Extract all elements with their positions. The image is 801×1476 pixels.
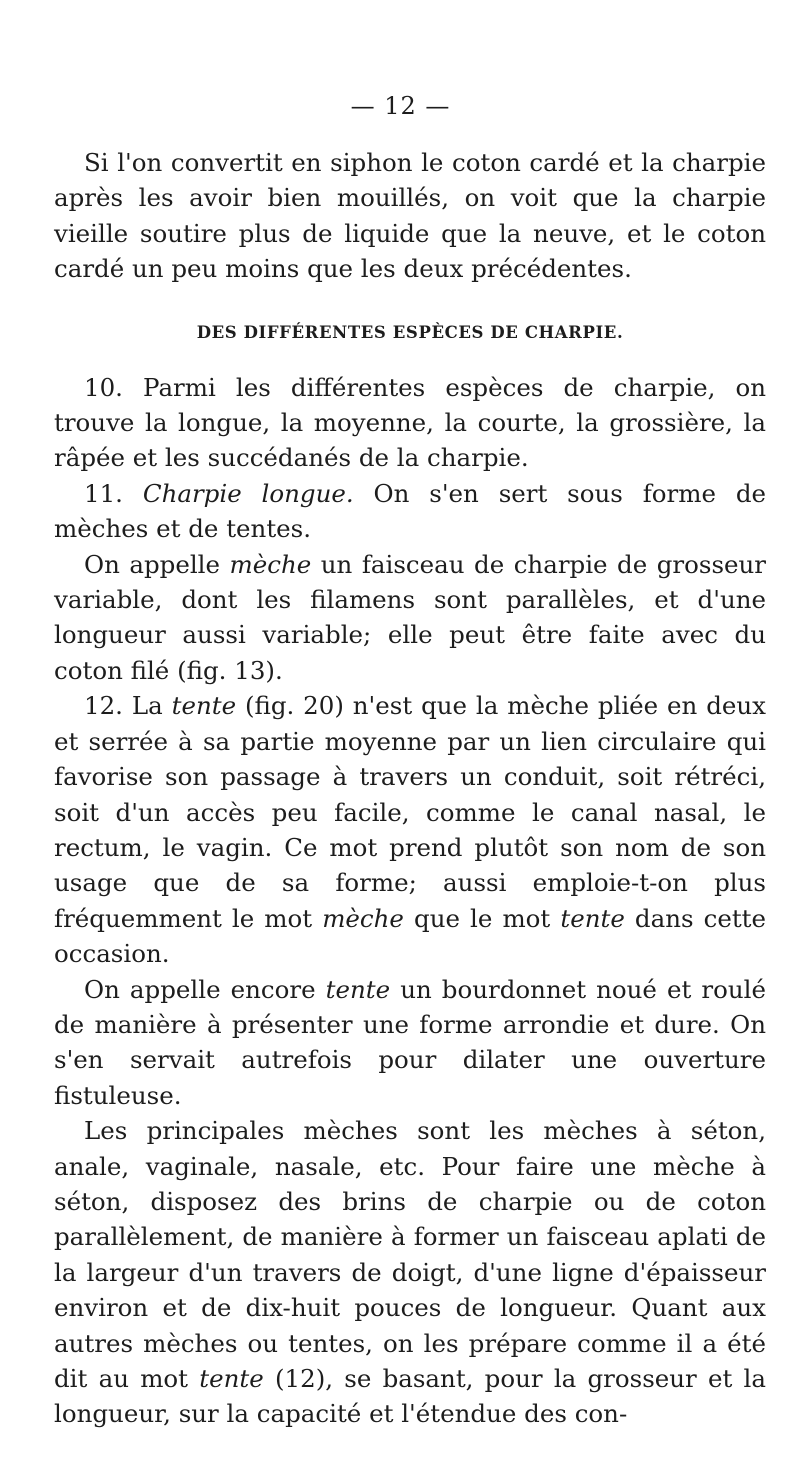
paragraph-11-title: Charpie longue. xyxy=(142,478,354,508)
paragraph-12-middle2: que le mot xyxy=(414,903,551,933)
paragraph-12 xyxy=(54,688,766,971)
body-text xyxy=(54,145,766,1432)
section-heading: DES DIFFÉRENTES ESPÈCES DE CHARPIE. xyxy=(196,322,624,342)
paragraph-meche-before: On appelle xyxy=(84,549,221,579)
paragraph-meche xyxy=(54,547,766,689)
paragraph-bourdonnet-after: un bourdonnet noué et roulé de manière à présenter une forme arrondie et dure. On s'en servait autrefois pour dilater une ouverture fistuleuse. xyxy=(54,974,766,1110)
paragraph-bourdonnet xyxy=(54,972,766,1114)
paragraph-12-before: 12. La xyxy=(84,691,163,721)
paragraph-principales xyxy=(54,1113,766,1432)
page-number: — 12 — xyxy=(350,92,451,120)
paragraph-11-text: On s'en sert sous forme de mèches et de tentes. xyxy=(54,478,767,544)
paragraph-12-term-tente: tente xyxy=(171,691,237,721)
paragraph-10: 10. Parmi les différentes espèces de charpie, on trouve la longue, la moyenne, la courte, la grossière, la râpée et les succédanés de la charpie. xyxy=(54,372,766,473)
paragraph-meche-term: mèche xyxy=(229,549,312,579)
paragraph-principales-term: tente xyxy=(199,1364,264,1393)
paragraph-12-middle: (fig. 20) n'est que la mèche pliée en deux et serrée à sa partie moyenne par un lien circulaire qui favorise son passage à travers un conduit, soit rétréci, soit d'un accès peu facile, comme le canal nasal, le rectum, le vagin. Ce mot prend plutôt son nom de son usage que de sa forme; aussi emploie-t-on plus fréquemment le mot xyxy=(54,691,766,933)
intro-paragraph: Si l'on convertit en siphon le coton cardé et la charpie après les avoir bien mouillés, on voit que la charpie vieille soutire plus de liquide que la neuve, et le coton cardé un peu moins que les deux précédentes. xyxy=(54,148,766,284)
paragraph-principales-after: (12), se basant, pour la grosseur et la longueur, sur la capacité et l'étendue des con- xyxy=(54,1364,767,1429)
paragraph-12-term-tente2: tente xyxy=(560,903,625,933)
paragraph-principales-before: Les principales mèches sont les mèches à séton, anale, vaginale, nasale, etc. Pour faire une mèche à séton, disposez des brins de charpie ou de coton parallèlement, de manière à former un faisceau aplati de la largeur d'un travers de doigt, d'une ligne d'épaisseur environ et de dix-huit pouces de longueur. Quant aux autres mèches ou tentes, on les prépare comme il a été dit au mot xyxy=(54,1116,766,1393)
paragraph-11-number: 11. xyxy=(84,478,123,508)
paragraph-meche-after: un faisceau de charpie de grosseur variable, dont les filamens sont parallèles, et d'une longueur aussi variable; elle peut être faite avec du coton filé (fig. 13). xyxy=(54,549,767,685)
paragraph-bourdonnet-before: On appelle encore xyxy=(84,974,316,1004)
paragraph-12-term-meche: mèche xyxy=(322,903,404,933)
paragraph-11 xyxy=(54,476,766,547)
paragraph-bourdonnet-term: tente xyxy=(325,974,391,1004)
paragraph-12-after: dans cette occasion. xyxy=(54,903,767,969)
